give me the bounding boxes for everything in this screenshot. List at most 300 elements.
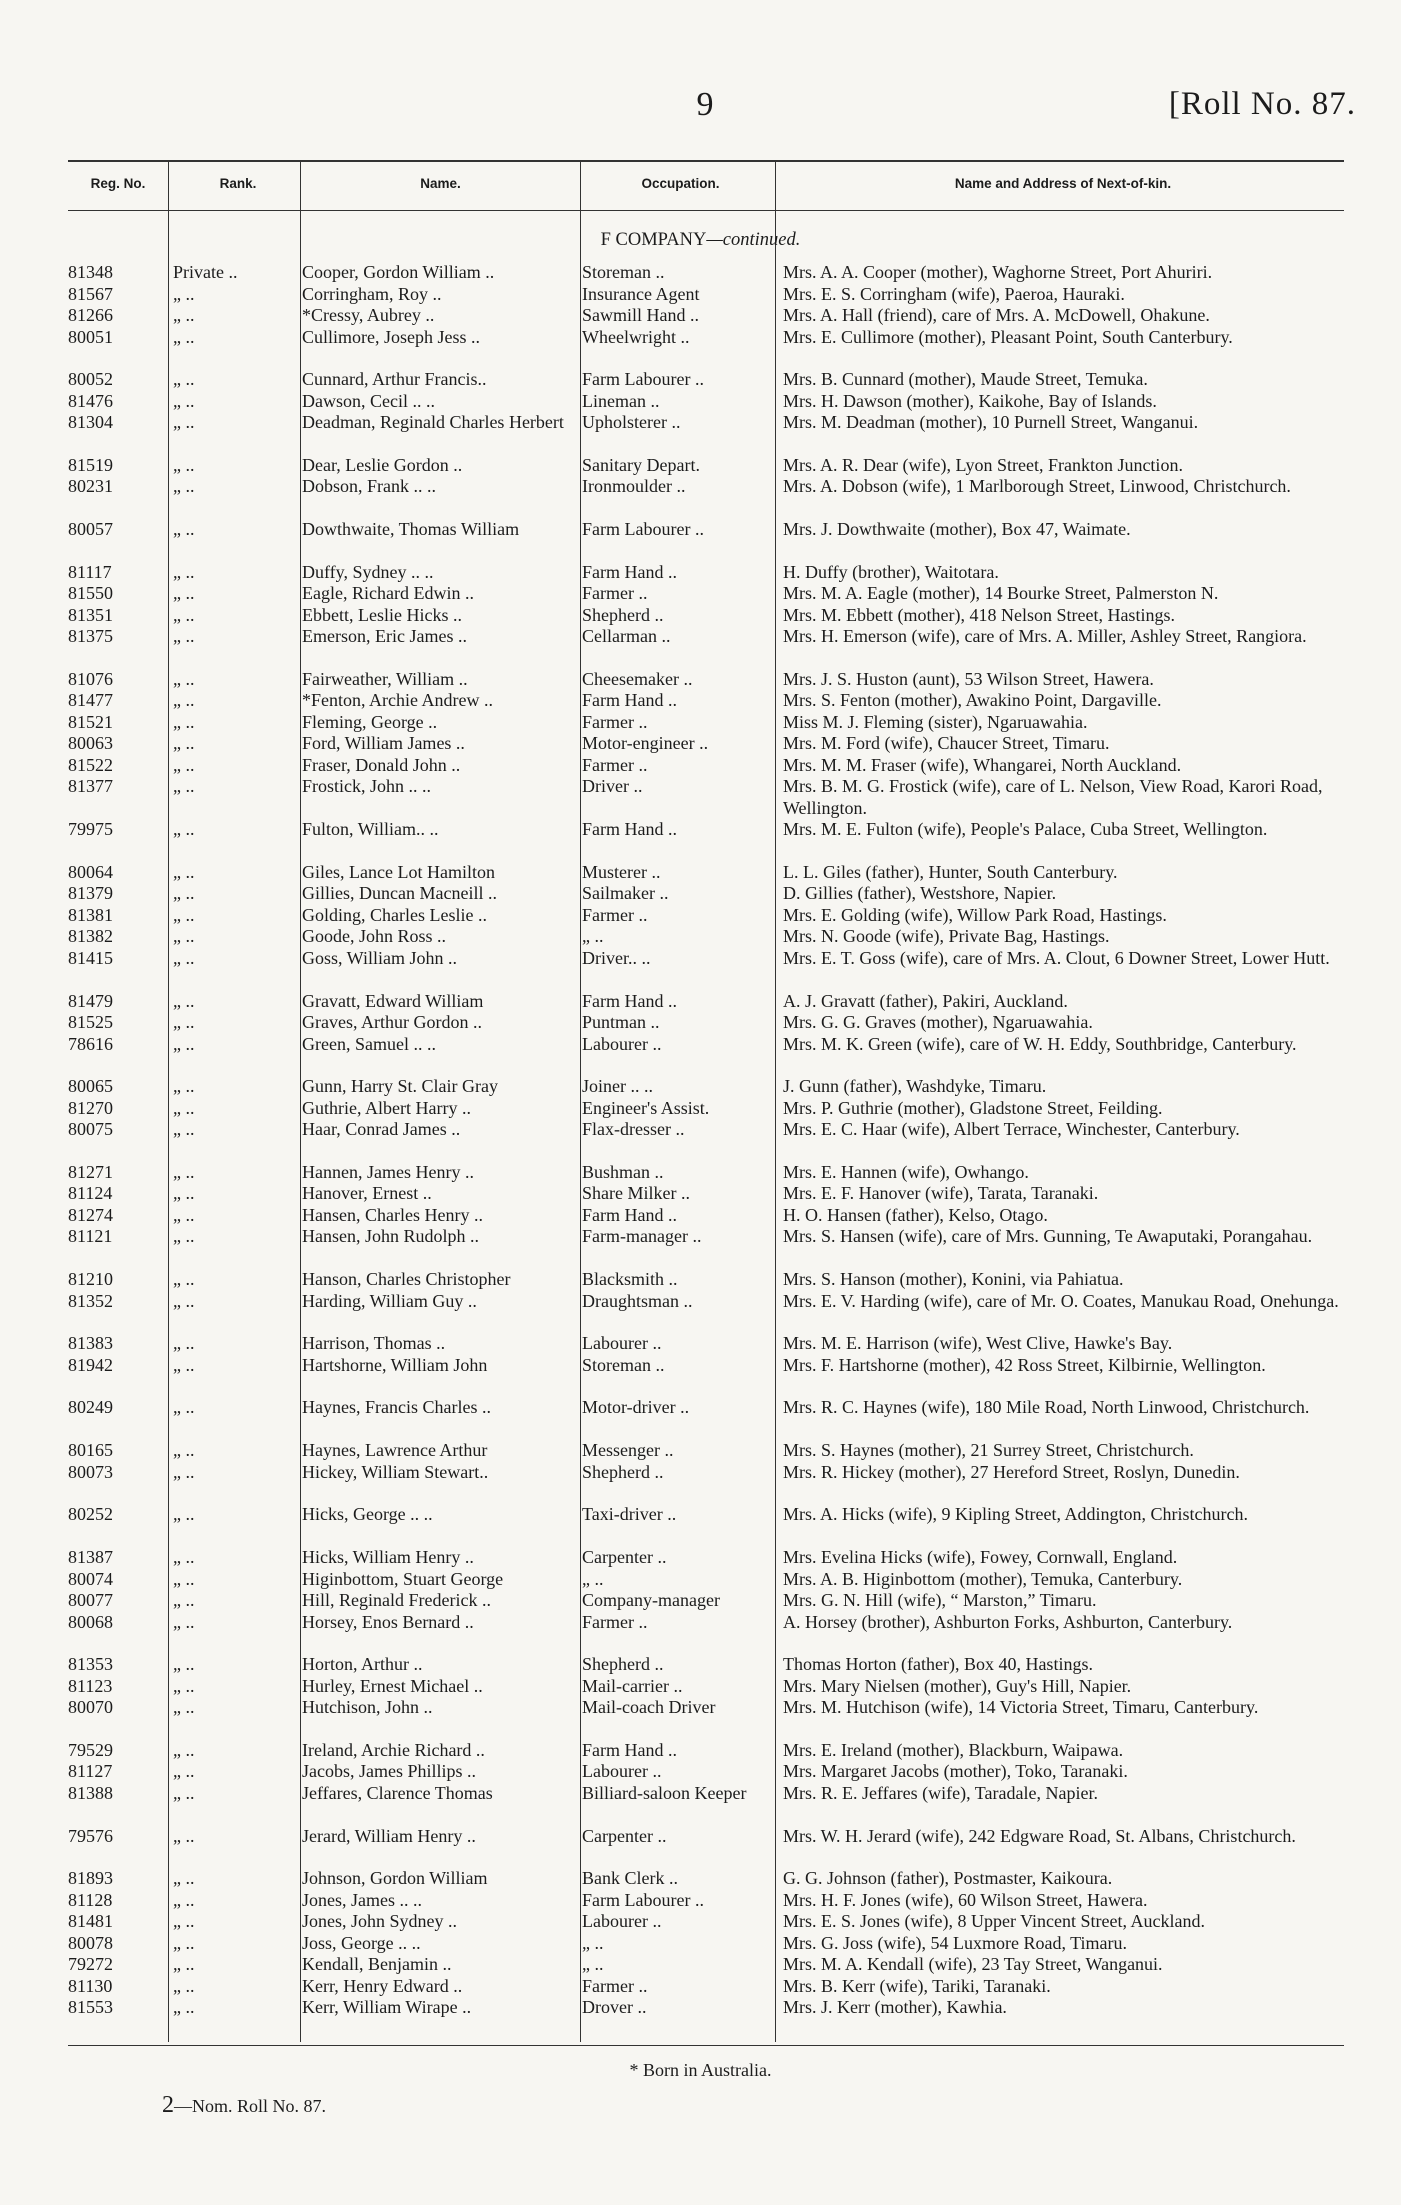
nom-roll-footer	[162, 2092, 326, 2119]
rank: „ ..	[173, 668, 195, 689]
rank: „ ..	[173, 1161, 195, 1182]
occupation: Shepherd ..	[582, 1461, 664, 1482]
occupation: Upholsterer ..	[582, 412, 681, 433]
name: Hicks, George .. ..	[302, 1504, 433, 1525]
table-row	[68, 755, 1358, 777]
col-header-rank: Rank.	[219, 176, 257, 191]
company-name: F COMPANY	[600, 230, 707, 250]
occupation: Driver.. ..	[582, 947, 651, 968]
reg-number: 81382	[68, 926, 113, 947]
reg-number: 81076	[68, 668, 113, 689]
table-row	[68, 1740, 1358, 1762]
next-of-kin: Mrs. B. Cunnard (mother), Maude Street, Temuka.	[783, 369, 1148, 390]
reg-number: 81522	[68, 754, 113, 775]
reg-number: 81124	[68, 1183, 113, 1204]
name: Ireland, Archie Richard ..	[302, 1739, 485, 1760]
name: Fairweather, William ..	[302, 668, 468, 689]
name: Ford, William James ..	[302, 733, 465, 754]
name: Fulton, William.. ..	[302, 819, 439, 840]
name: Hanover, Ernest ..	[302, 1183, 432, 1204]
rank: „ ..	[173, 1097, 195, 1118]
next-of-kin: Mrs. R. Hickey (mother), 27 Hereford Street, Roslyn, Dunedin.	[783, 1461, 1240, 1482]
rank: „ ..	[173, 1997, 195, 2018]
next-of-kin: Mrs. A. Hicks (wife), 9 Kipling Street, Addington, Christchurch.	[783, 1504, 1248, 1525]
table-row	[68, 1462, 1358, 1505]
rank: „ ..	[173, 476, 195, 497]
name: Horsey, Enos Bernard ..	[302, 1611, 474, 1632]
rank: „ ..	[173, 326, 195, 347]
occupation: „ ..	[582, 1932, 604, 1953]
table-row	[68, 862, 1358, 884]
name: Dawson, Cecil .. ..	[302, 390, 435, 411]
next-of-kin: Mrs. E. Ireland (mother), Blackburn, Waipawa.	[783, 1739, 1124, 1760]
rank: „ ..	[173, 733, 195, 754]
occupation: Farm Labourer ..	[582, 369, 704, 390]
next-of-kin: Mrs. M. M. Fraser (wife), Whangarei, North Auckland.	[783, 754, 1182, 775]
name: Eagle, Richard Edwin ..	[302, 583, 474, 604]
name: Hurley, Ernest Michael ..	[302, 1675, 483, 1696]
occupation: Bank Clerk ..	[582, 1868, 678, 1889]
col-header-reg: Reg. No.	[90, 176, 146, 191]
table-row	[68, 1569, 1358, 1591]
rank: „ ..	[173, 883, 195, 904]
reg-number: 81117	[68, 561, 112, 582]
occupation: Farm Labourer ..	[582, 1889, 704, 1910]
table-row	[68, 1590, 1358, 1612]
occupation: Farm Hand ..	[582, 990, 677, 1011]
reg-number: 81415	[68, 947, 113, 968]
rank: „ ..	[173, 1654, 195, 1675]
rank: „ ..	[173, 561, 195, 582]
occupation: „ ..	[582, 1568, 604, 1589]
occupation: Labourer ..	[582, 1761, 662, 1782]
occupation: Draughtsman ..	[582, 1290, 693, 1311]
next-of-kin: A. J. Gravatt (father), Pakiri, Auckland.	[783, 990, 1068, 1011]
table-row	[68, 991, 1358, 1013]
occupation: Lineman ..	[582, 390, 660, 411]
name: Emerson, Eric James ..	[302, 626, 467, 647]
next-of-kin: Mrs. M. E. Harrison (wife), West Clive, Hawke's Bay.	[783, 1333, 1173, 1354]
next-of-kin: H. Duffy (brother), Waitotara.	[783, 561, 999, 582]
occupation: Drover ..	[582, 1997, 647, 2018]
reg-number: 81304	[68, 412, 113, 433]
occupation: Labourer ..	[582, 1911, 662, 1932]
table-row	[68, 1226, 1358, 1269]
rank: „ ..	[173, 1269, 195, 1290]
rank: „ ..	[173, 412, 195, 433]
reg-number: 80074	[68, 1568, 113, 1589]
table-row	[68, 1162, 1358, 1184]
rank: „ ..	[173, 519, 195, 540]
rank: „ ..	[173, 1825, 195, 1846]
rank: „ ..	[173, 1761, 195, 1782]
table-row	[68, 1119, 1358, 1162]
name: Hutchison, John ..	[302, 1697, 433, 1718]
next-of-kin: Mrs. Mary Nielsen (mother), Guy's Hill, Napier.	[783, 1675, 1132, 1696]
occupation: Mail-carrier ..	[582, 1675, 683, 1696]
occupation: „ ..	[582, 926, 604, 947]
reg-number: 81377	[68, 776, 113, 797]
reg-number: 81553	[68, 1997, 113, 2018]
reg-number: 79529	[68, 1739, 113, 1760]
next-of-kin: Mrs. M. Deadman (mother), 10 Purnell Street, Wanganui.	[783, 412, 1199, 433]
col-header-next-of-kin: Name and Address of Next-of-kin.	[954, 176, 1172, 191]
rank: „ ..	[173, 1611, 195, 1632]
reg-number: 81128	[68, 1889, 113, 1910]
reg-number: 81379	[68, 883, 113, 904]
name: Jacobs, James Phillips ..	[302, 1761, 476, 1782]
name: Corringham, Roy ..	[302, 283, 442, 304]
table-bottom-rule	[68, 2045, 1344, 2046]
name: Kerr, William Wirape ..	[302, 1997, 472, 2018]
table-row	[68, 1333, 1358, 1355]
table-row	[68, 262, 1358, 284]
occupation: Ironmoulder ..	[582, 476, 686, 497]
table-row	[68, 1868, 1358, 1890]
next-of-kin: Mrs. B. M. G. Frostick (wife), care of L. Nelson, View Road, Karori Road, Wellington.	[783, 776, 1323, 818]
reg-number: 79272	[68, 1954, 113, 1975]
name: Horton, Arthur ..	[302, 1654, 423, 1675]
reg-number: 81521	[68, 711, 113, 732]
occupation: Mail-coach Driver	[582, 1697, 716, 1718]
table-row	[68, 455, 1358, 477]
name: Harding, William Guy ..	[302, 1290, 477, 1311]
next-of-kin: Mrs. E. S. Jones (wife), 8 Upper Vincent Street, Auckland.	[783, 1911, 1206, 1932]
reg-number: 81476	[68, 390, 113, 411]
rank: „ ..	[173, 1547, 195, 1567]
occupation: Farm-manager ..	[582, 1226, 702, 1247]
table-row	[68, 476, 1358, 519]
next-of-kin: H. O. Hansen (father), Kelso, Otago.	[783, 1204, 1048, 1225]
rank: „ ..	[173, 1440, 195, 1461]
reg-number: 81567	[68, 283, 113, 304]
reg-number: 80070	[68, 1697, 113, 1718]
next-of-kin: Mrs. E. F. Hanover (wife), Tarata, Taranaki.	[783, 1183, 1099, 1204]
occupation: „ ..	[582, 1954, 604, 1975]
occupation: Farm Hand ..	[582, 561, 677, 582]
occupation: Messenger ..	[582, 1440, 674, 1461]
header-bottom-rule	[68, 210, 1344, 211]
occupation: Flax-dresser ..	[582, 1119, 685, 1140]
rank: „ ..	[173, 1183, 195, 1204]
reg-number: 81271	[68, 1161, 113, 1182]
name: Jeffares, Clarence Thomas	[302, 1782, 493, 1803]
name: Hill, Reginald Frederick ..	[302, 1590, 491, 1610]
table-row	[68, 626, 1358, 669]
name: Cullimore, Joseph Jess ..	[302, 326, 480, 347]
rank: „ ..	[173, 1590, 195, 1610]
reg-number: 81351	[68, 604, 113, 625]
reg-number: 81525	[68, 1012, 113, 1032]
next-of-kin: Mrs. F. Hartshorne (mother), 42 Ross Street, Kilbirnie, Wellington.	[783, 1354, 1266, 1375]
occupation: Blacksmith ..	[582, 1269, 678, 1290]
table-row	[68, 1355, 1358, 1398]
table-row	[68, 712, 1358, 734]
occupation: Joiner .. ..	[582, 1076, 653, 1097]
occupation: Motor-driver ..	[582, 1397, 690, 1418]
name: Dear, Leslie Gordon ..	[302, 454, 463, 475]
reg-number: 80073	[68, 1461, 113, 1482]
occupation: Company-manager	[582, 1590, 720, 1610]
header-top-rule	[68, 160, 1344, 162]
rank: „ ..	[173, 1397, 195, 1418]
reg-number: 81477	[68, 690, 113, 711]
name: Dowthwaite, Thomas William	[302, 519, 520, 540]
rank: „ ..	[173, 1461, 195, 1482]
reg-number: 81123	[68, 1675, 113, 1696]
rank: „ ..	[173, 1675, 195, 1696]
next-of-kin: Mrs. S. Hanson (mother), Konini, via Pahiatua.	[783, 1269, 1124, 1290]
next-of-kin: Mrs. J. Kerr (mother), Kawhia.	[783, 1997, 1007, 2018]
name: Jones, James .. ..	[302, 1889, 422, 1910]
rank: „ ..	[173, 1333, 195, 1354]
next-of-kin: Mrs. M. Ebbett (mother), 418 Nelson Street, Hastings.	[783, 604, 1175, 625]
table-row	[68, 1291, 1358, 1334]
table-row	[68, 1205, 1358, 1227]
reg-number: 81348	[68, 262, 113, 282]
rank: „ ..	[173, 1033, 195, 1054]
rank: „ ..	[173, 1739, 195, 1760]
reg-number: 79576	[68, 1825, 113, 1846]
rank: „ ..	[173, 1504, 195, 1525]
name: Kerr, Henry Edward ..	[302, 1975, 463, 1996]
reg-number: 80231	[68, 476, 113, 497]
reg-number: 81481	[68, 1911, 113, 1932]
rank: „ ..	[173, 819, 195, 840]
next-of-kin: Mrs. M. K. Green (wife), care of W. H. Eddy, Southbridge, Canterbury.	[783, 1033, 1297, 1054]
table-row	[68, 1612, 1358, 1655]
table-row	[68, 1761, 1358, 1783]
table-row	[68, 733, 1358, 755]
nom-roll-number: 2	[162, 2092, 174, 2118]
table-row	[68, 1183, 1358, 1205]
occupation: Storeman ..	[582, 262, 665, 282]
next-of-kin: Miss M. J. Fleming (sister), Ngaruawahia.	[783, 711, 1088, 732]
rank: „ ..	[173, 1226, 195, 1247]
occupation: Driver ..	[582, 776, 643, 797]
next-of-kin: J. Gunn (father), Washdyke, Timaru.	[783, 1076, 1047, 1097]
reg-number: 80064	[68, 861, 113, 882]
table-row	[68, 583, 1358, 605]
table-row	[68, 1269, 1358, 1291]
occupation: Bushman ..	[582, 1161, 664, 1182]
table-row	[68, 391, 1358, 413]
reg-number: 80075	[68, 1119, 113, 1140]
name: Green, Samuel .. ..	[302, 1033, 436, 1054]
next-of-kin: Mrs. M. E. Fulton (wife), People's Palace, Cuba Street, Wellington.	[783, 819, 1268, 840]
occupation: Farm Hand ..	[582, 819, 677, 840]
rank: „ ..	[173, 1354, 195, 1375]
name: Hicks, William Henry ..	[302, 1547, 474, 1567]
name: Golding, Charles Leslie ..	[302, 904, 487, 925]
reg-number: 80063	[68, 733, 113, 754]
next-of-kin: Mrs. M. A. Eagle (mother), 14 Bourke Street, Palmerston N.	[783, 583, 1219, 604]
roll-reference: [Roll No. 87.	[1168, 86, 1356, 122]
reg-number: 80252	[68, 1504, 113, 1525]
table-row	[68, 819, 1358, 862]
next-of-kin: Mrs. R. C. Haynes (wife), 180 Mile Road, North Linwood, Christchurch.	[783, 1397, 1310, 1418]
table-row	[68, 1098, 1358, 1120]
rank: „ ..	[173, 1975, 195, 1996]
table-row	[68, 284, 1358, 306]
occupation: Farmer ..	[582, 711, 648, 732]
rank: „ ..	[173, 1119, 195, 1140]
next-of-kin: Mrs. E. V. Harding (wife), care of Mr. O. Coates, Manukau Road, Onehunga.	[783, 1290, 1339, 1311]
table-row	[68, 605, 1358, 627]
name: Jerard, William Henry ..	[302, 1825, 476, 1846]
occupation: Farmer ..	[582, 1611, 648, 1632]
reg-number: 81121	[68, 1226, 113, 1247]
next-of-kin: D. Gillies (father), Westshore, Napier.	[783, 883, 1057, 904]
column-header-row	[68, 170, 1344, 210]
reg-number: 81383	[68, 1333, 113, 1354]
next-of-kin: Mrs. E. S. Corringham (wife), Paeroa, Hauraki.	[783, 283, 1125, 304]
name: Hansen, Charles Henry ..	[302, 1204, 483, 1225]
name: Dobson, Frank .. ..	[302, 476, 436, 497]
rank: „ ..	[173, 861, 195, 882]
name: Hickey, William Stewart..	[302, 1461, 489, 1482]
next-of-kin: Mrs. E. Golding (wife), Willow Park Road, Hastings.	[783, 904, 1167, 925]
name: Gillies, Duncan Macneill ..	[302, 883, 497, 904]
name: Gunn, Harry St. Clair Gray	[302, 1076, 498, 1097]
col-header-name: Name.	[420, 176, 461, 191]
occupation: Wheelwright ..	[582, 326, 690, 347]
name: *Fenton, Archie Andrew ..	[302, 690, 493, 711]
next-of-kin: L. L. Giles (father), Hunter, South Canterbury.	[783, 861, 1118, 882]
table-row	[68, 1697, 1358, 1740]
next-of-kin: Mrs. S. Hansen (wife), care of Mrs. Gunning, Te Awaputaki, Porangahau.	[783, 1226, 1313, 1247]
reg-number: 80065	[68, 1076, 113, 1097]
occupation: Labourer ..	[582, 1033, 662, 1054]
rank: „ ..	[173, 1568, 195, 1589]
occupation: Puntman ..	[582, 1012, 660, 1032]
table-row	[68, 948, 1358, 991]
reg-number: 81893	[68, 1868, 113, 1889]
table-row	[68, 305, 1358, 327]
rank: „ ..	[173, 947, 195, 968]
next-of-kin: Mrs. A. R. Dear (wife), Lyon Street, Frankton Junction.	[783, 454, 1183, 475]
occupation: Shepherd ..	[582, 604, 664, 625]
reg-number: 81550	[68, 583, 113, 604]
occupation: Share Milker ..	[582, 1183, 690, 1204]
name: Johnson, Gordon William	[302, 1868, 488, 1889]
table-row	[68, 776, 1358, 819]
next-of-kin: Mrs. A. A. Cooper (mother), Waghorne Street, Port Ahuriri.	[783, 262, 1213, 282]
reg-number: 81353	[68, 1654, 113, 1675]
table-row	[68, 412, 1358, 455]
next-of-kin: Mrs. G. Joss (wife), 54 Luxmore Road, Timaru.	[783, 1932, 1127, 1953]
rank: „ ..	[173, 626, 195, 647]
next-of-kin: Mrs. E. C. Haar (wife), Albert Terrace, Winchester, Canterbury.	[783, 1119, 1240, 1140]
occupation: Labourer ..	[582, 1333, 662, 1354]
rank: „ ..	[173, 583, 195, 604]
occupation: Farmer ..	[582, 583, 648, 604]
table-row	[68, 1783, 1358, 1826]
occupation: Storeman ..	[582, 1354, 665, 1375]
next-of-kin: Mrs. Evelina Hicks (wife), Fowey, Cornwall, England.	[783, 1547, 1178, 1567]
reg-number: 81127	[68, 1761, 113, 1782]
table-row	[68, 1076, 1358, 1098]
table-row	[68, 926, 1358, 948]
reg-number: 81352	[68, 1290, 113, 1311]
name: Graves, Arthur Gordon ..	[302, 1012, 482, 1032]
rank: „ ..	[173, 369, 195, 390]
reg-number: 78616	[68, 1033, 113, 1054]
name: Hannen, James Henry ..	[302, 1161, 474, 1182]
table-row	[68, 1440, 1358, 1462]
reg-number: 81266	[68, 305, 113, 325]
name: Gravatt, Edward William	[302, 990, 484, 1011]
table-row	[68, 1976, 1358, 1998]
occupation: Carpenter ..	[582, 1547, 667, 1567]
table-row	[68, 519, 1358, 562]
next-of-kin: Mrs. B. Kerr (wife), Tariki, Taranaki.	[783, 1975, 1051, 1996]
rank: „ ..	[173, 1012, 195, 1032]
name: Fleming, George ..	[302, 711, 438, 732]
rank: „ ..	[173, 1076, 195, 1097]
rank: „ ..	[173, 776, 195, 797]
name: Frostick, John .. ..	[302, 776, 432, 797]
next-of-kin: Mrs. H. Emerson (wife), care of Mrs. A. Miller, Ashley Street, Rangiora.	[783, 626, 1307, 647]
occupation: Motor-engineer ..	[582, 733, 709, 754]
col-header-occupation: Occupation.	[641, 176, 720, 191]
table-row	[68, 1911, 1358, 1933]
table-row	[68, 1890, 1358, 1912]
next-of-kin: Mrs. E. Cullimore (mother), Pleasant Point, South Canterbury.	[783, 326, 1233, 347]
name: *Cressy, Aubrey ..	[302, 305, 435, 325]
occupation: Farmer ..	[582, 904, 648, 925]
table-row	[68, 1034, 1358, 1077]
reg-number: 81274	[68, 1204, 113, 1225]
table-row	[68, 369, 1358, 391]
next-of-kin: Mrs. E. Hannen (wife), Owhango.	[783, 1161, 1029, 1182]
nominal-roll-table	[68, 262, 1358, 2019]
reg-number: 80052	[68, 369, 113, 390]
next-of-kin: Mrs. M. Hutchison (wife), 14 Victoria Street, Timaru, Canterbury.	[783, 1697, 1259, 1718]
occupation: Musterer ..	[582, 861, 661, 882]
next-of-kin: Mrs. Margaret Jacobs (mother), Toko, Taranaki.	[783, 1761, 1128, 1782]
rank: „ ..	[173, 1932, 195, 1953]
reg-number: 80249	[68, 1397, 113, 1418]
occupation: Farm Hand ..	[582, 1204, 677, 1225]
next-of-kin: Mrs. S. Haynes (mother), 21 Surrey Street, Christchurch.	[783, 1440, 1194, 1461]
rank: Private ..	[173, 262, 238, 282]
next-of-kin: Mrs. M. A. Kendall (wife), 23 Tay Street, Wanganui.	[783, 1954, 1163, 1975]
table-row	[68, 1547, 1358, 1569]
reg-number: 79975	[68, 819, 113, 840]
table-row	[68, 883, 1358, 905]
next-of-kin: Mrs. H. Dawson (mother), Kaikohe, Bay of Islands.	[783, 390, 1157, 411]
next-of-kin: Mrs. W. H. Jerard (wife), 242 Edgware Road, St. Albans, Christchurch.	[783, 1825, 1296, 1846]
next-of-kin: Mrs. N. Goode (wife), Private Bag, Hastings.	[783, 926, 1110, 947]
reg-number: 81375	[68, 626, 113, 647]
name: Fraser, Donald John ..	[302, 754, 461, 775]
occupation: Sanitary Depart.	[582, 454, 700, 475]
next-of-kin: Thomas Horton (father), Box 40, Hastings.	[783, 1654, 1093, 1675]
name: Goode, John Ross ..	[302, 926, 447, 947]
rank: „ ..	[173, 904, 195, 925]
table-row	[68, 1954, 1358, 1976]
occupation: Sailmaker ..	[582, 883, 669, 904]
next-of-kin: Mrs. A. Dobson (wife), 1 Marlborough Street, Linwood, Christchurch.	[783, 476, 1291, 497]
next-of-kin: Mrs. R. E. Jeffares (wife), Taradale, Napier.	[783, 1782, 1098, 1803]
rank: „ ..	[173, 1954, 195, 1975]
company-heading	[0, 230, 1401, 251]
table-row	[68, 1933, 1358, 1955]
footnote: * Born in Australia.	[629, 2060, 772, 2080]
occupation: Farmer ..	[582, 754, 648, 775]
occupation: Shepherd ..	[582, 1654, 664, 1675]
